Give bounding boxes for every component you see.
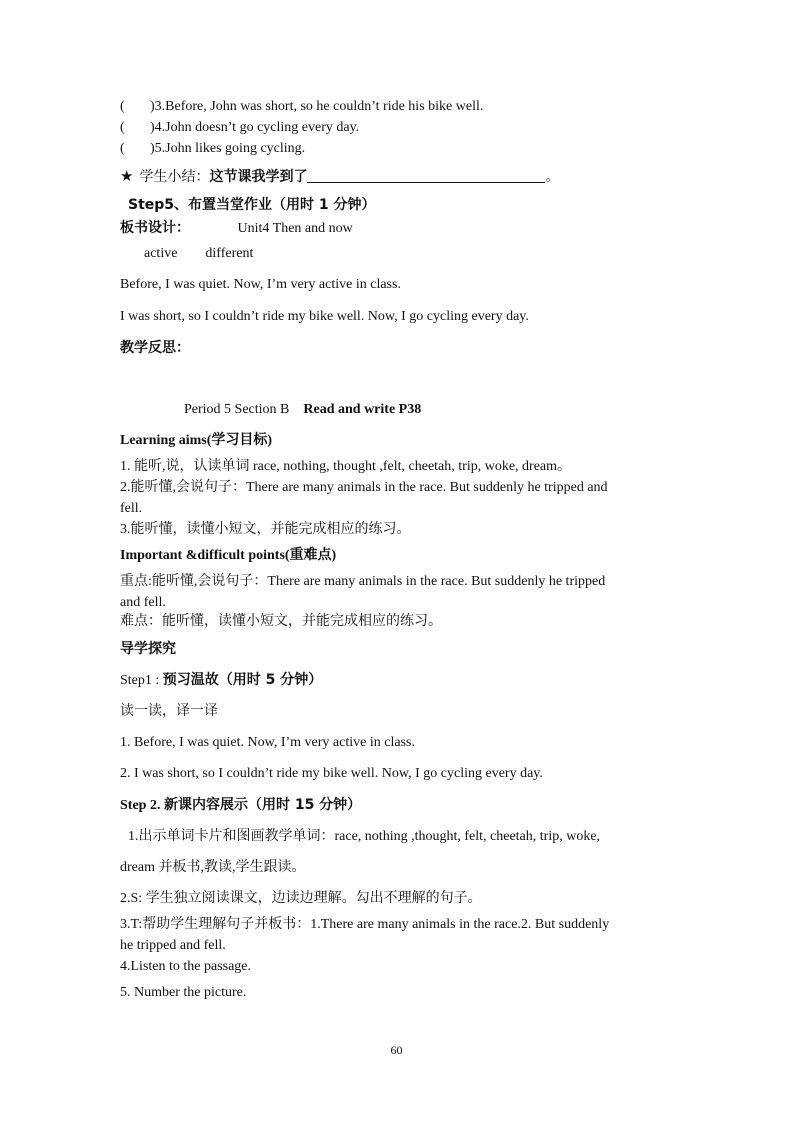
- step2-line-4: 4.Listen to the passage.: [120, 959, 252, 974]
- board-design: [120, 219, 353, 238]
- summary-label: 学生小结：: [139, 169, 210, 185]
- quiz-paren: (: [120, 120, 125, 135]
- step1-sub: 读一读，译一译: [120, 703, 218, 719]
- star-icon: ★: [120, 167, 134, 185]
- quiz-item-5: [120, 140, 305, 158]
- quiz-item-5-text: )5.John likes going cycling.: [150, 141, 306, 156]
- period-subtitle: Read and write P38: [303, 402, 422, 417]
- aims-line-2b: fell.: [120, 501, 143, 516]
- quiz-paren: (: [120, 99, 125, 114]
- step1-title: 预习温故（用时 5 分钟）: [162, 672, 323, 688]
- board-sentence-2: I was short, so I couldn’t ride my bike well. Now, I go cycling every day.: [120, 309, 529, 324]
- quiz-item-4-text: )4.John doesn’t go cycling every day.: [150, 120, 360, 135]
- summary-blank: [307, 168, 545, 183]
- teaching-reflection: 教学反思：: [120, 340, 190, 356]
- quiz-item-4: [120, 119, 359, 137]
- step5-heading: Step5、布置当堂作业（用时 1 分钟）: [128, 197, 376, 213]
- aims-line-2a: 2.能听懂,会说句子：There are many animals in the race. But suddenly he tripped and: [120, 480, 608, 495]
- page-number: 60: [390, 1043, 403, 1057]
- step1-sentence-1: 1. Before, I was quiet. Now, I’m very active in class.: [120, 735, 415, 750]
- guide-heading: 导学探究: [120, 641, 176, 657]
- step2-label: Step 2.: [120, 798, 161, 813]
- points-line-2: 难点：能听懂，读懂小短文，并能完成相应的练习。: [120, 614, 442, 629]
- step1-sentence-2: 2. I was short, so I couldn’t ride my bike well. Now, I go cycling every day.: [120, 766, 543, 781]
- step2-heading: [120, 796, 361, 815]
- points-line-1b: and fell.: [120, 595, 166, 610]
- period-label: Period 5 Section B: [184, 402, 290, 417]
- board-word-active: active: [144, 246, 178, 261]
- step2-line-3a: 3.T:帮助学生理解句子并板书：1.There are many animals in the race.2. But suddenly: [120, 917, 610, 932]
- step2-line-1b: dream 并板书,教读,学生跟读。: [120, 860, 306, 875]
- quiz-item-3-text: )3.Before, John was short, so he couldn’t ride his bike well.: [150, 99, 484, 114]
- summary-text: 这节课我学到了: [209, 169, 308, 185]
- board-sentence-1: Before, I was quiet. Now, I’m very active in class.: [120, 277, 401, 292]
- learning-aims-heading: Learning aims(学习目标): [120, 433, 273, 448]
- step2-line-3b: he tripped and fell.: [120, 938, 226, 953]
- aims-line-1: 1. 能听,说，认读单词 race, nothing, thought ,felt, cheetah, trip, woke, dream。: [120, 459, 572, 474]
- step2-line-2: 2.S: 学生独立阅读课文，边读边理解。勾出不理解的句子。: [120, 891, 482, 906]
- summary-end: 。: [545, 169, 560, 185]
- period-title: [184, 401, 421, 419]
- step2-line-5: 5. Number the picture.: [120, 985, 247, 1000]
- board-words: [144, 245, 253, 263]
- board-title: Unit4 Then and now: [237, 221, 353, 236]
- quiz-item-3: [120, 98, 483, 116]
- student-summary: [120, 167, 559, 186]
- step2-title: 新课内容展示（用时 15 分钟）: [163, 797, 362, 813]
- step1-heading: [120, 671, 322, 690]
- board-word-different: different: [205, 246, 254, 261]
- step2-line-1a: 1.出示单词卡片和图画教学单词：race, nothing ,thought, felt, cheetah, trip, woke,: [128, 829, 601, 844]
- step1-label: Step1 :: [120, 673, 160, 688]
- board-label: 板书设计：: [120, 220, 190, 236]
- quiz-paren: (: [120, 141, 125, 156]
- aims-line-3: 3.能听懂，读懂小短文，并能完成相应的练习。: [120, 522, 411, 537]
- points-heading: Important &difficult points(重难点): [120, 548, 337, 563]
- points-line-1a: 重点:能听懂,会说句子：There are many animals in the race. But suddenly he tripped: [120, 574, 606, 589]
